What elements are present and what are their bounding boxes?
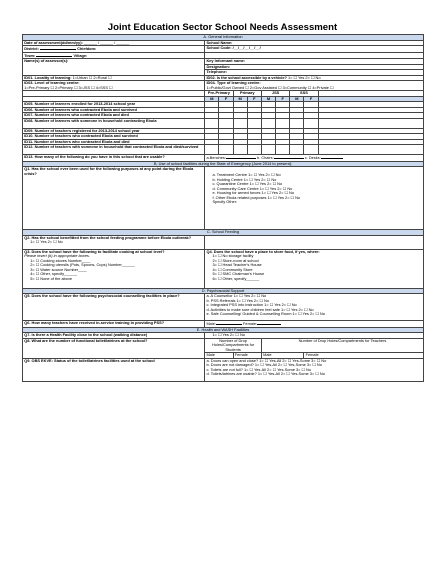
q8-label: Q8. What are the number of functional toilet/latrines at the school? xyxy=(23,338,205,358)
gender-f: F xyxy=(276,96,290,102)
q1-item-treatment[interactable]: a. Treatment Centre 1= ☐ Yes 2= ☐ No xyxy=(212,172,281,177)
q1-item-other[interactable]: f. Other Ebola related purposes 1= ☐ Yes 2= ☐ No xyxy=(212,194,301,200)
form-title: Joint Education Sector School Needs Assessment xyxy=(107,22,338,33)
q1-item-housing[interactable]: e. Housing for armed forces 1= ☐ Yes 2= ☐ No xyxy=(212,190,295,195)
q4-field xyxy=(205,249,424,288)
q4-item-community-store[interactable]: 4= ☐ Community Store xyxy=(212,266,253,272)
id09-label: ID09. Number of teachers registered for 2013-2014 school year xyxy=(23,128,205,134)
id02-options[interactable]: 1= ☐ Yes 2= ☐ No xyxy=(287,75,321,80)
q3-item-utensils[interactable]: 2= ☐ Cooking utensils (Pots, Spoons, Cups) Number______ xyxy=(30,262,135,267)
q4-item-no-storage[interactable]: 1= ☐ No storage facility xyxy=(212,253,254,258)
id07-label: ID07. Number of learners who contracted Ebola and died xyxy=(23,113,205,119)
id11-label: ID11. Number of teachers who contracted Ebola and died xyxy=(23,139,205,145)
date-label: Date of assessment(dd/mm/yy): xyxy=(24,40,83,45)
table-row xyxy=(23,145,424,155)
level-pre-primary: Pre-Primary xyxy=(205,91,233,97)
q7-label: Q7. Is there a Health Facility close to the school (walking distance) xyxy=(23,333,205,339)
section-a-title: General Information xyxy=(208,34,243,39)
assessment-form-table xyxy=(22,34,424,382)
q5-item-counsellor[interactable]: a. A Counsellor 1= ☐ Yes 2= ☐ No xyxy=(206,293,267,298)
id05-label: ID05. Number of learners enrolled for 2013-2014 school year xyxy=(23,102,205,108)
designation-label: Designation: xyxy=(206,64,230,69)
id04-field[interactable] xyxy=(205,81,424,91)
id02-label: ID02. Is the school accessible by a vehicle? xyxy=(206,75,287,80)
id04-label: ID04. Type of learning centre: xyxy=(206,80,261,85)
q9-item-doors-damaged[interactable]: b. Doors are not damaged? 1= ☐ Yes-All 2= ☐ Yes-Some 3= ☐ No xyxy=(206,362,322,367)
telephone-label: Telephone: xyxy=(206,69,227,74)
q1-item-community-care[interactable]: d. Community Care Centre 1= ☐ Yes 2= ☐ No xyxy=(212,185,293,191)
id10-label: ID10. Number of teachers who contracted Ebola and survived xyxy=(23,134,205,140)
q3-item-water[interactable]: 3= ☐ Water source Number____ xyxy=(30,266,87,272)
q1-label: Q1. Has the school ever been used for the following purposes at any point during the Ebola crisis? xyxy=(23,167,205,230)
assessors-label: Name(s) of assessor(s): xyxy=(24,58,69,63)
q4-item-head-teacher[interactable]: 3= ☐ Head Teacher's House xyxy=(212,262,262,267)
q7-options-text[interactable]: 1= ☐ Yes 2= ☐ No xyxy=(212,332,245,337)
q3-label: Q3. Does the school have the following to facilitate cooking at school level? xyxy=(24,249,165,254)
id06-label: ID06. Number of learners who contracted Ebola and survived xyxy=(23,107,205,113)
q4-item-smc-chairman[interactable]: 5= ☐ SMC Chairman's House xyxy=(212,271,265,276)
school-code-label: School Code: /__/__/__/__/__/ xyxy=(206,45,261,50)
town-label: Town: xyxy=(24,52,36,58)
gender-m: M xyxy=(290,96,304,102)
q5-item-room[interactable]: e. Safe Counselling/ Guided & Counselling Room 1= ☐ Yes 2= ☐ No xyxy=(206,311,326,316)
assessors-field[interactable] xyxy=(23,59,205,76)
q1-item-holding[interactable]: b. Holding Centre 1= ☐ Yes 2= ☐ No xyxy=(212,176,277,182)
q4-item-other[interactable]: 6= ☐ Other, specify______ xyxy=(212,275,260,281)
q3-item-other[interactable]: 4= ☐ Other, specify______ xyxy=(30,271,78,276)
q3-item-none[interactable]: 5= ☐ None of the above xyxy=(30,275,73,281)
id08-label: ID08. Number of learners with someone in household contracting Ebola xyxy=(23,118,205,128)
q8-male-label: Male xyxy=(263,352,272,357)
q3-hint: Please insert (#) in appropriate boxes. xyxy=(24,253,90,258)
q6-male-label: Male: xyxy=(206,321,216,326)
id01-options[interactable]: 1=Urban ☐ 2=Rural ☐ xyxy=(72,75,112,80)
village-label: Village: xyxy=(73,52,88,58)
q9-item-doors-open[interactable]: a. Doors can open and close? 1= ☐ Yes-All 2= ☐ Yes-Some 3= ☐ No xyxy=(206,358,327,363)
section-d-title: D. Psychosocial Support xyxy=(23,288,424,294)
gender-m: M xyxy=(233,96,247,102)
q1-specify-other[interactable]: Specify Other: xyxy=(212,199,238,204)
q6-female-label: Female: xyxy=(243,321,258,326)
q9-label: Q9. OBS EKVE: Status of the toilet/latrines facilities used at the school xyxy=(23,358,205,381)
table-row xyxy=(23,118,424,128)
q8-male-label: Male xyxy=(206,352,215,357)
q9-options xyxy=(205,358,424,381)
q9-item-toilets-full[interactable]: c. Toilets are not full? 1= ☐ Yes-All 2= ☐ Yes-Some 3= ☐ No xyxy=(206,366,312,372)
benches-label: a.Benches: xyxy=(206,155,226,160)
q8-female-label: Female xyxy=(305,352,319,357)
q8-students-head: Number of Drop Holes/Compartments for Students xyxy=(205,338,262,353)
id03-label: ID03. Level of learning centre: xyxy=(24,80,80,85)
q1-item-quarantine[interactable]: c. Quarantine Centre 1= ☐ Yes 2= ☐ No xyxy=(212,181,283,186)
chairs-label: b. Chairs: xyxy=(257,155,274,160)
q5-item-referrals[interactable]: b. PSS Referrals 1= ☐ Yes 2= ☐ No xyxy=(206,297,269,303)
level-primary: Primary xyxy=(233,91,261,97)
chiefdom-label: Chiefdom: xyxy=(77,46,97,51)
key-informant-label: Key Informant name: xyxy=(206,58,246,63)
gender-f: F xyxy=(304,96,318,102)
section-b-title: B. Use of school facilities during the State of Emergency (June 2014 to present): xyxy=(23,161,424,167)
q8-female-label: Female xyxy=(234,352,248,357)
id13-label: ID13. How many of the following do you have in this school that are usable? xyxy=(23,155,205,162)
id03-options[interactable]: 1=Pre-Primary ☐ 2=Primary ☐ 3=JSS ☐ 4=SSS ☐ xyxy=(24,84,113,90)
section-a-label: A. xyxy=(203,34,208,39)
q2-options[interactable]: 1= ☐ Yes 2= ☐ No xyxy=(30,239,63,244)
gender-f: F xyxy=(247,96,261,102)
school-name-label: School Name: xyxy=(206,40,233,45)
q5-label: Q5. Does the school have the following psychosocial counselling facilities in place? xyxy=(23,294,205,321)
blank-cell xyxy=(205,235,424,249)
gender-m: M xyxy=(205,96,219,102)
q3-field xyxy=(23,249,205,288)
id03-field[interactable] xyxy=(23,81,205,91)
gender-f: F xyxy=(219,96,233,102)
section-e-title: E. Health and WASH Facilities xyxy=(23,327,424,333)
section-c-title: C. School Feeding xyxy=(23,230,424,236)
q5-item-activities[interactable]: d. Activities to make sure children feel safe 1= ☐ Yes 2= ☐ No xyxy=(206,306,314,312)
level-sss: SSS xyxy=(290,91,318,97)
q4-item-store-room[interactable]: 2= ☐ Store-room at school xyxy=(212,257,259,263)
district-label: District: xyxy=(24,46,39,51)
id12-label: ID12. Number of teachers with someone in household that contracted Ebola and died/survived xyxy=(23,145,205,155)
id01-label: ID01. Locality of learning: xyxy=(24,75,72,80)
desks-label: c. Desks: xyxy=(304,155,321,160)
level-jss: JSS xyxy=(261,91,289,97)
q5-options xyxy=(205,294,424,321)
date-value: ______ / ______ / ______ xyxy=(83,40,130,45)
q1-options[interactable] xyxy=(205,167,424,230)
q5-item-integrated[interactable]: c. Integrated PSS into instruction 1= ☐ Yes 2= ☐ No xyxy=(206,302,297,307)
q2-field xyxy=(23,235,205,249)
gender-m: M xyxy=(261,96,275,102)
q3-item-stoves[interactable]: 1= ☐ Cooking stoves Number____ xyxy=(30,257,91,263)
id04-options[interactable]: 1=Public/Govt Owned ☐ 2=Gov Assisted ☐ 3=Community ☐ 4=Private ☐ xyxy=(206,84,334,90)
q8-teachers-head: Number of Drop Holes/Compartments for Teachers xyxy=(261,338,423,353)
q9-item-usable[interactable]: d. Toilets/latrines are usable? 1= ☐ Yes-All 2= ☐ Yes-Some 3= ☐ No xyxy=(206,371,325,376)
q2-label: Q2. Has the school benefitted from the school feeding programme before Ebola outbreak? xyxy=(24,235,192,240)
q4-label: Q4. Does the school have a place to store food, if yes, where: xyxy=(206,249,320,254)
q6-label: Q6. How many teachers have received in-service training in providing PSS? xyxy=(23,321,205,328)
